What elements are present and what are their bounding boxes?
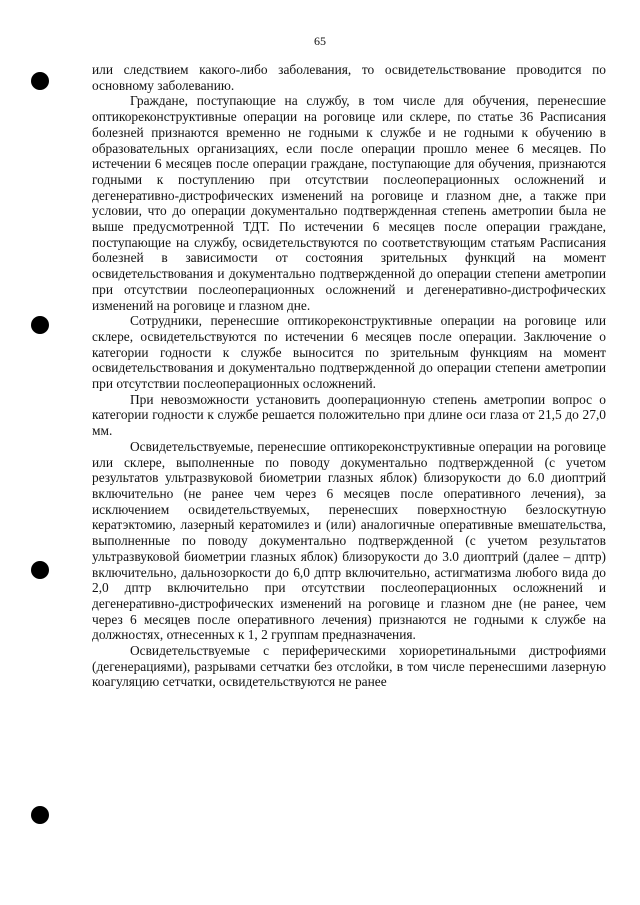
paragraph: Сотрудники, перенесшие оптикореконструктивные операции на роговице или склере, освидетельствуются по истечении 6 месяцев после операции. Заключение о категории годности к службе выносится по зрительным функциям на момент освидетельствования и документально подтвержденной до операции степени аметропии при отсутствии послеоперационных осложнений. [92,313,606,392]
binder-hole-marker [31,561,49,579]
binder-hole-marker [31,806,49,824]
paragraph: или следствием какого-либо заболевания, то освидетельствование проводится по основному заболеванию. [92,62,606,93]
paragraph: Освидетельствуемые с периферическими хориоретинальными дистрофиями (дегенерациями), разрывами сетчатки без отслойки, в том числе перенесшими лазерную коагуляцию сетчатки, освидетельствуются не ранее [92,643,606,690]
binder-hole-marker [31,72,49,90]
paragraph: Граждане, поступающие на службу, в том числе для обучения, перенесшие оптикореконструктивные операции на роговице или склере, по статье 36 Расписания болезней признаются временно не годными к службе и не годными к обучению в образовательных организациях, если после операции прошло менее 6 месяцев. По истечении 6 месяцев после операции граждане, поступающие для обучения, признаются годными к поступлению при отсутствии послеоперационных осложнений и дегенеративно-дистрофических изменений на роговице и глазном дне, а также при условии, что до операции документально подтвержденная степень аметропии была не выше предусмотренной ТДТ. По истечении 6 месяцев после операции граждане, поступающие на службу, освидетельствуются по соответствующим статьям Расписания болезней в зависимости от состояния зрительных функций на момент освидетельствования и документально подтвержденной до операции степени аметропии при отсутствии послеоперационных осложнений и дегенеративно-дистрофических изменений на роговице и глазном дне. [92,93,606,313]
page-number: 65 [314,34,326,48]
paragraph: Освидетельствуемые, перенесшие оптикореконструктивные операции на роговице или склере, выполненные по поводу документально подтвержденной (с учетом результатов ультразвуковой биометрии глазных яблок) близорукости до 6.0 диоптрий включительно (не ранее чем через 6 месяцев после оперативного лечения), за исключением освидетельствуемых, перенесших поверхностную безлоскутную кератэктомию, лазерный кератомилез и (или) аналогичные оперативные вмешательства, выполненные по поводу документально подтвержденной (с учетом результатов ультразвуковой биометрии глазных яблок) близорукости до 3.0 диоптрий (далее – дптр) включительно, дальнозоркости до 6,0 дптр включительно, астигматизма любого вида до 2,0 дптр включительно при отсутствии послеоперационных осложнений и дегенеративно-дистрофических изменений на роговице и глазном дне (не ранее, чем через 6 месяцев после оперативного лечения) признаются не годными к службе на должностях, отнесенных к 1, 2 группам предназначения. [92,438,606,643]
paragraph: При невозможности установить дооперационную степень аметропии вопрос о категории годности к службе решается положительно при длине оси глаза от 21,5 до 27,0 мм. [92,391,606,439]
document-body [92,62,606,690]
binder-hole-marker [31,316,49,334]
